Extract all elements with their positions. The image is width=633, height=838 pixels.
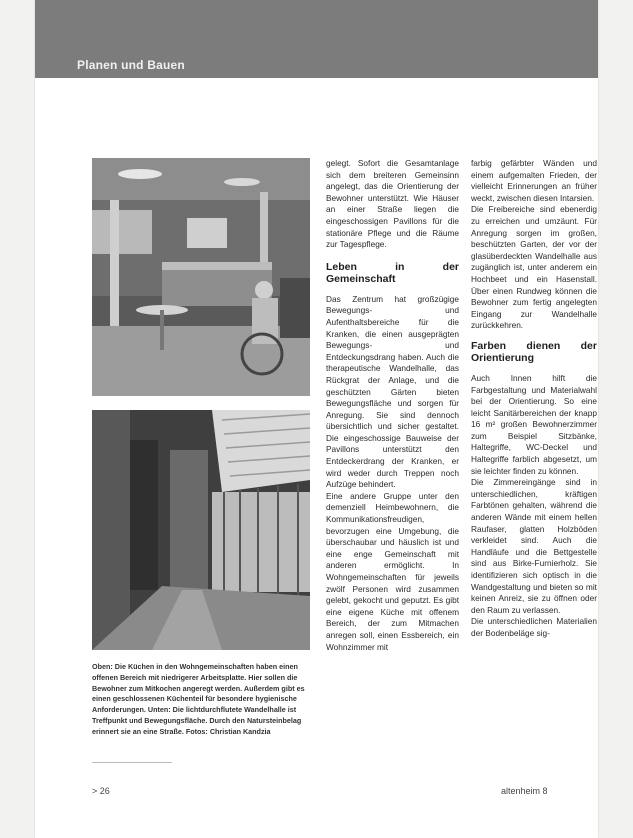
wandelhalle-photo-image bbox=[92, 410, 310, 650]
magazine-page bbox=[35, 0, 598, 838]
paragraph: Die Zimmereingänge sind in unterschiedlichen, kräftigen Farbtönen gehalten, während die anderen Wände mit einem hellen Raufaser, glatten Holzböden verkleidet sind. Auch die Handläufe und die Bettgestelle sind aus Birke-Furnierholz. Sie identifizieren sich optisch in die Wandgestaltung und bieten so mit keinen Anreiz, sie zu öffnen oder den Raum zu verlassen. bbox=[471, 477, 597, 615]
page-number: > 26 bbox=[92, 786, 110, 796]
paragraph: farbig gefärbter Wänden und einem aufgemalten Frieden, der vielleicht Erinnerungen an früher weckt, zwischen diesen Intarsien. bbox=[471, 158, 597, 203]
kitchen-photo-image bbox=[92, 158, 310, 396]
photo-caption: Oben: Die Küchen in den Wohngemeinschaften haben einen offenen Bereich mit niedrigerer Arbeitsplatte. Hier sollen die Bewohner zum Mitkochen angeregt werden. Außerdem gibt es einen geschlossenen Küchenteil für besondere hygienische Anforderungen. Unten: Die lichtdurchflutete Wandelhalle ist Treffpunkt und Bewegungsfläche. Durch den Natursteinbelag erinnert sie an eine Straße. Fotos: Christian Kandzia bbox=[92, 662, 305, 736]
subheading-gemeinschaft: Leben in der Gemeinschaft bbox=[326, 260, 459, 286]
text-column-middle bbox=[326, 158, 459, 653]
wandelhalle-photo bbox=[92, 410, 310, 650]
kitchen-photo bbox=[92, 158, 310, 396]
paragraph: Auch Innen hilft die Farbgestaltung und Materialwahl bei der Orientierung. So eine leicht Sanitärbereichen der knapp 16 m² großen Bewohnerzimmer zum Beispiel Sitzbänke, Haltegriffe, WC-Deckel und Haltegriffe farblich abgesetzt, um sie leichter finden zu können. bbox=[471, 372, 597, 476]
paragraph: Eine andere Gruppe unter den demenziell Heimbewohnern, die Kommunikationsfreudigen, bevorzugen eine Umgebung, die überschaubar und häuslich ist und eine enge Gemeinschaft mit anderen ermöglicht. In Wohngemeinschaften für jeweils zwölf Personen wird zusammen gelebt, gekocht und geputzt. Es gibt eine eigene Küche mit offenem Bereich, der zum Mitmachen anregen soll, einen Essbereich, ein Wohnzimmer mit bbox=[326, 490, 459, 652]
subheading-orientierung: Farben dienen der Orientierung bbox=[471, 339, 597, 365]
magazine-name: altenheim 8 bbox=[501, 786, 548, 796]
footer-rule bbox=[92, 762, 172, 763]
section-title: Planen und Bauen bbox=[77, 58, 185, 72]
paragraph: Die Freibereiche sind ebenerdig zu erreichen und umzäunt. Für Anregung sorgen im großen, beschützten Garten, der vor der glasüberdeckten Wandelhalle aus zugänglich ist, unter anderem ein Hochbeet und ein Hasenstall. Über einen Rundweg können die Bewohner zum fertig angelegten Eingang zur Wandelhalle zurückkehren. bbox=[471, 204, 597, 331]
paragraph: Die unterschiedlichen Materialien der Bodenbeläge sig- bbox=[471, 616, 597, 638]
text-column-right bbox=[471, 158, 597, 640]
paragraph: gelegt. Sofort die Gesamtanlage sich dem breiteren Gemeinsinn angelegt, das die Orientierung der Bewohner unterstützt. Wie Häuser an einer Straße liegen die eingeschossigen Pavillons für die stationäre Pflege und die Räume zur Tagespflege. bbox=[326, 158, 459, 250]
paragraph: Das Zentrum hat großzügige Bewegungs- und Aufenthaltsbereiche für die Kranken, die einen ausgeprägten Bewegungs- und Entdeckungsdrang haben. Auch die therapeutische Wandelhalle, das Rückgrat der Anlage, und die geschützten Gärten bieten Bewegungsfläche und sorgen für Anregung. Sie sind dennoch übersichtlich und sicher gestaltet. Die eingeschossige Bauweise der Pavillons unterstützt den Entdeckerdrang der Kranken, er wird weder durch Treppen noch Aufzüge behindert. bbox=[326, 293, 459, 490]
section-header-band bbox=[35, 0, 598, 78]
